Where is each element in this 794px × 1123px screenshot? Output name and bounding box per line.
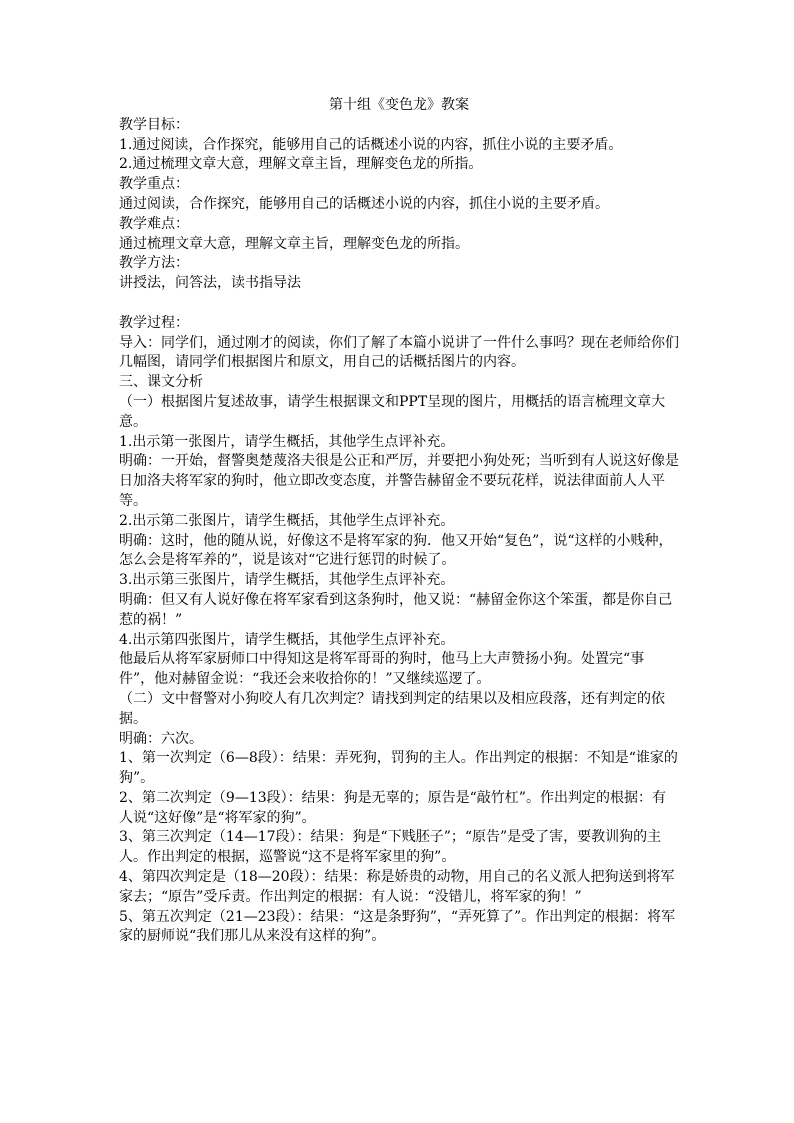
subsection-2-heading: （二）文中督警对小狗咬人有几次判定？请找到判定的结果以及相应段落，还有判定的依据。 [119, 690, 665, 727]
intro-paragraph: 导入：同学们，通过刚才的阅读，你们了解了本篇小说讲了一件什么事吗？现在老师给你们几幅图，请同学们根据图片和原文，用自己的话概括图片的内容。 [119, 334, 679, 371]
step-2: 2.出示第二张图片，请学生概括，其他学生点评补充。 [119, 512, 455, 529]
answer-4: 他最后从将军家厨师口中得知这是将军哥哥的狗时，他马上大声赞扬小狗。处置完“事件”，他对赫留金说：“我还会来收拾你的！”又继续巡逻了。 [119, 651, 645, 688]
step-3: 3.出示第三张图片，请学生概括，其他学生点评补充。 [119, 572, 455, 589]
subsection-1-heading: （一）根据图片复述故事，请学生根据课文和PPT呈现的图片，用概括的语言梳理文章大意。 [119, 393, 666, 430]
judgment-4: 4、第四次判定是（18—20段）：结果：称是娇贵的动物，用自己的名义派人把狗送到将军家去；“原告”受斥责。作出判定的根据：有人说：“没错儿，将军家的狗！” [119, 869, 675, 905]
goal-item-1: 1.通过阅读，合作探究，能够用自己的话概述小说的内容，抓住小说的主要矛盾。 [119, 136, 623, 153]
heading-process: 教学过程： [119, 314, 189, 331]
document-body [119, 116, 679, 947]
heading-teaching-goals: 教学目标： [119, 116, 189, 133]
heading-methods: 教学方法： [119, 255, 189, 272]
judgment-2: 2、第二次判定（9—13段）：结果：狗是无辜的；原告是“敲竹杠”。作出判定的根据：有人说“这好像”是“将军家的狗”。 [119, 789, 666, 826]
goal-item-2: 2.通过梳理文章大意，理解文章主旨，理解变色龙的所指。 [119, 156, 483, 173]
key-points-text: 通过阅读，合作探究，能够用自己的话概述小说的内容，抓住小说的主要矛盾。 [119, 195, 609, 212]
difficulties-text: 通过梳理文章大意，理解文章主旨，理解变色龙的所指。 [119, 235, 469, 252]
judgment-5: 5、第五次判定（21—23段）：结果：“这是条野狗”，“弄死算了”。作出判定的根据：将军家的厨师说“我们那儿从来没有这样的狗”。 [119, 908, 676, 945]
heading-key-points: 教学重点： [119, 176, 189, 193]
answer-count: 明确：六次。 [119, 730, 203, 747]
judgment-3: 3、第三次判定（14—17段）：结果：狗是“下贱胚子”；“原告”是受了害，要教训狗的主人。作出判定的根据，巡警说“这不是将军家里的狗”。 [119, 829, 662, 866]
answer-3: 明确：但又有人说好像在将军家看到这条狗时，他又说：“赫留金你这个笨蛋，都是你自己惹的祸！” [119, 591, 673, 628]
step-1: 1.出示第一张图片，请学生概括，其他学生点评补充。 [119, 433, 455, 450]
blank-line [119, 294, 679, 314]
answer-1: 明确：一开始，督警奥楚蔑洛夫很是公正和严厉，并要把小狗处死；当听到有人说这好像是日加洛夫将军家的狗时，他立即改变态度，并警告赫留金不要玩花样，说法律面前人人平等。 [119, 453, 679, 509]
methods-text: 讲授法，问答法，读书指导法 [119, 275, 301, 292]
answer-2: 明确：这时，他的随从说，好像这不是将军家的狗．他又开始“复色”，说“这样的小贱种，怎么会是将军养的”，说是该对“它进行惩罚的时候了。 [119, 532, 673, 569]
judgment-1: 1、第一次判定（6—8段）：结果：弄死狗，罚狗的主人。作出判定的根据：不知是“谁家的狗”。 [119, 750, 678, 787]
step-4: 4.出示第四张图片，请学生概括，其他学生点评补充。 [119, 631, 455, 648]
document-title: 第十组《变色龙》教案 [329, 97, 469, 113]
document-page [119, 96, 679, 947]
heading-difficulties: 教学难点： [119, 215, 189, 232]
section-analysis-heading: 三、课文分析 [119, 374, 203, 391]
